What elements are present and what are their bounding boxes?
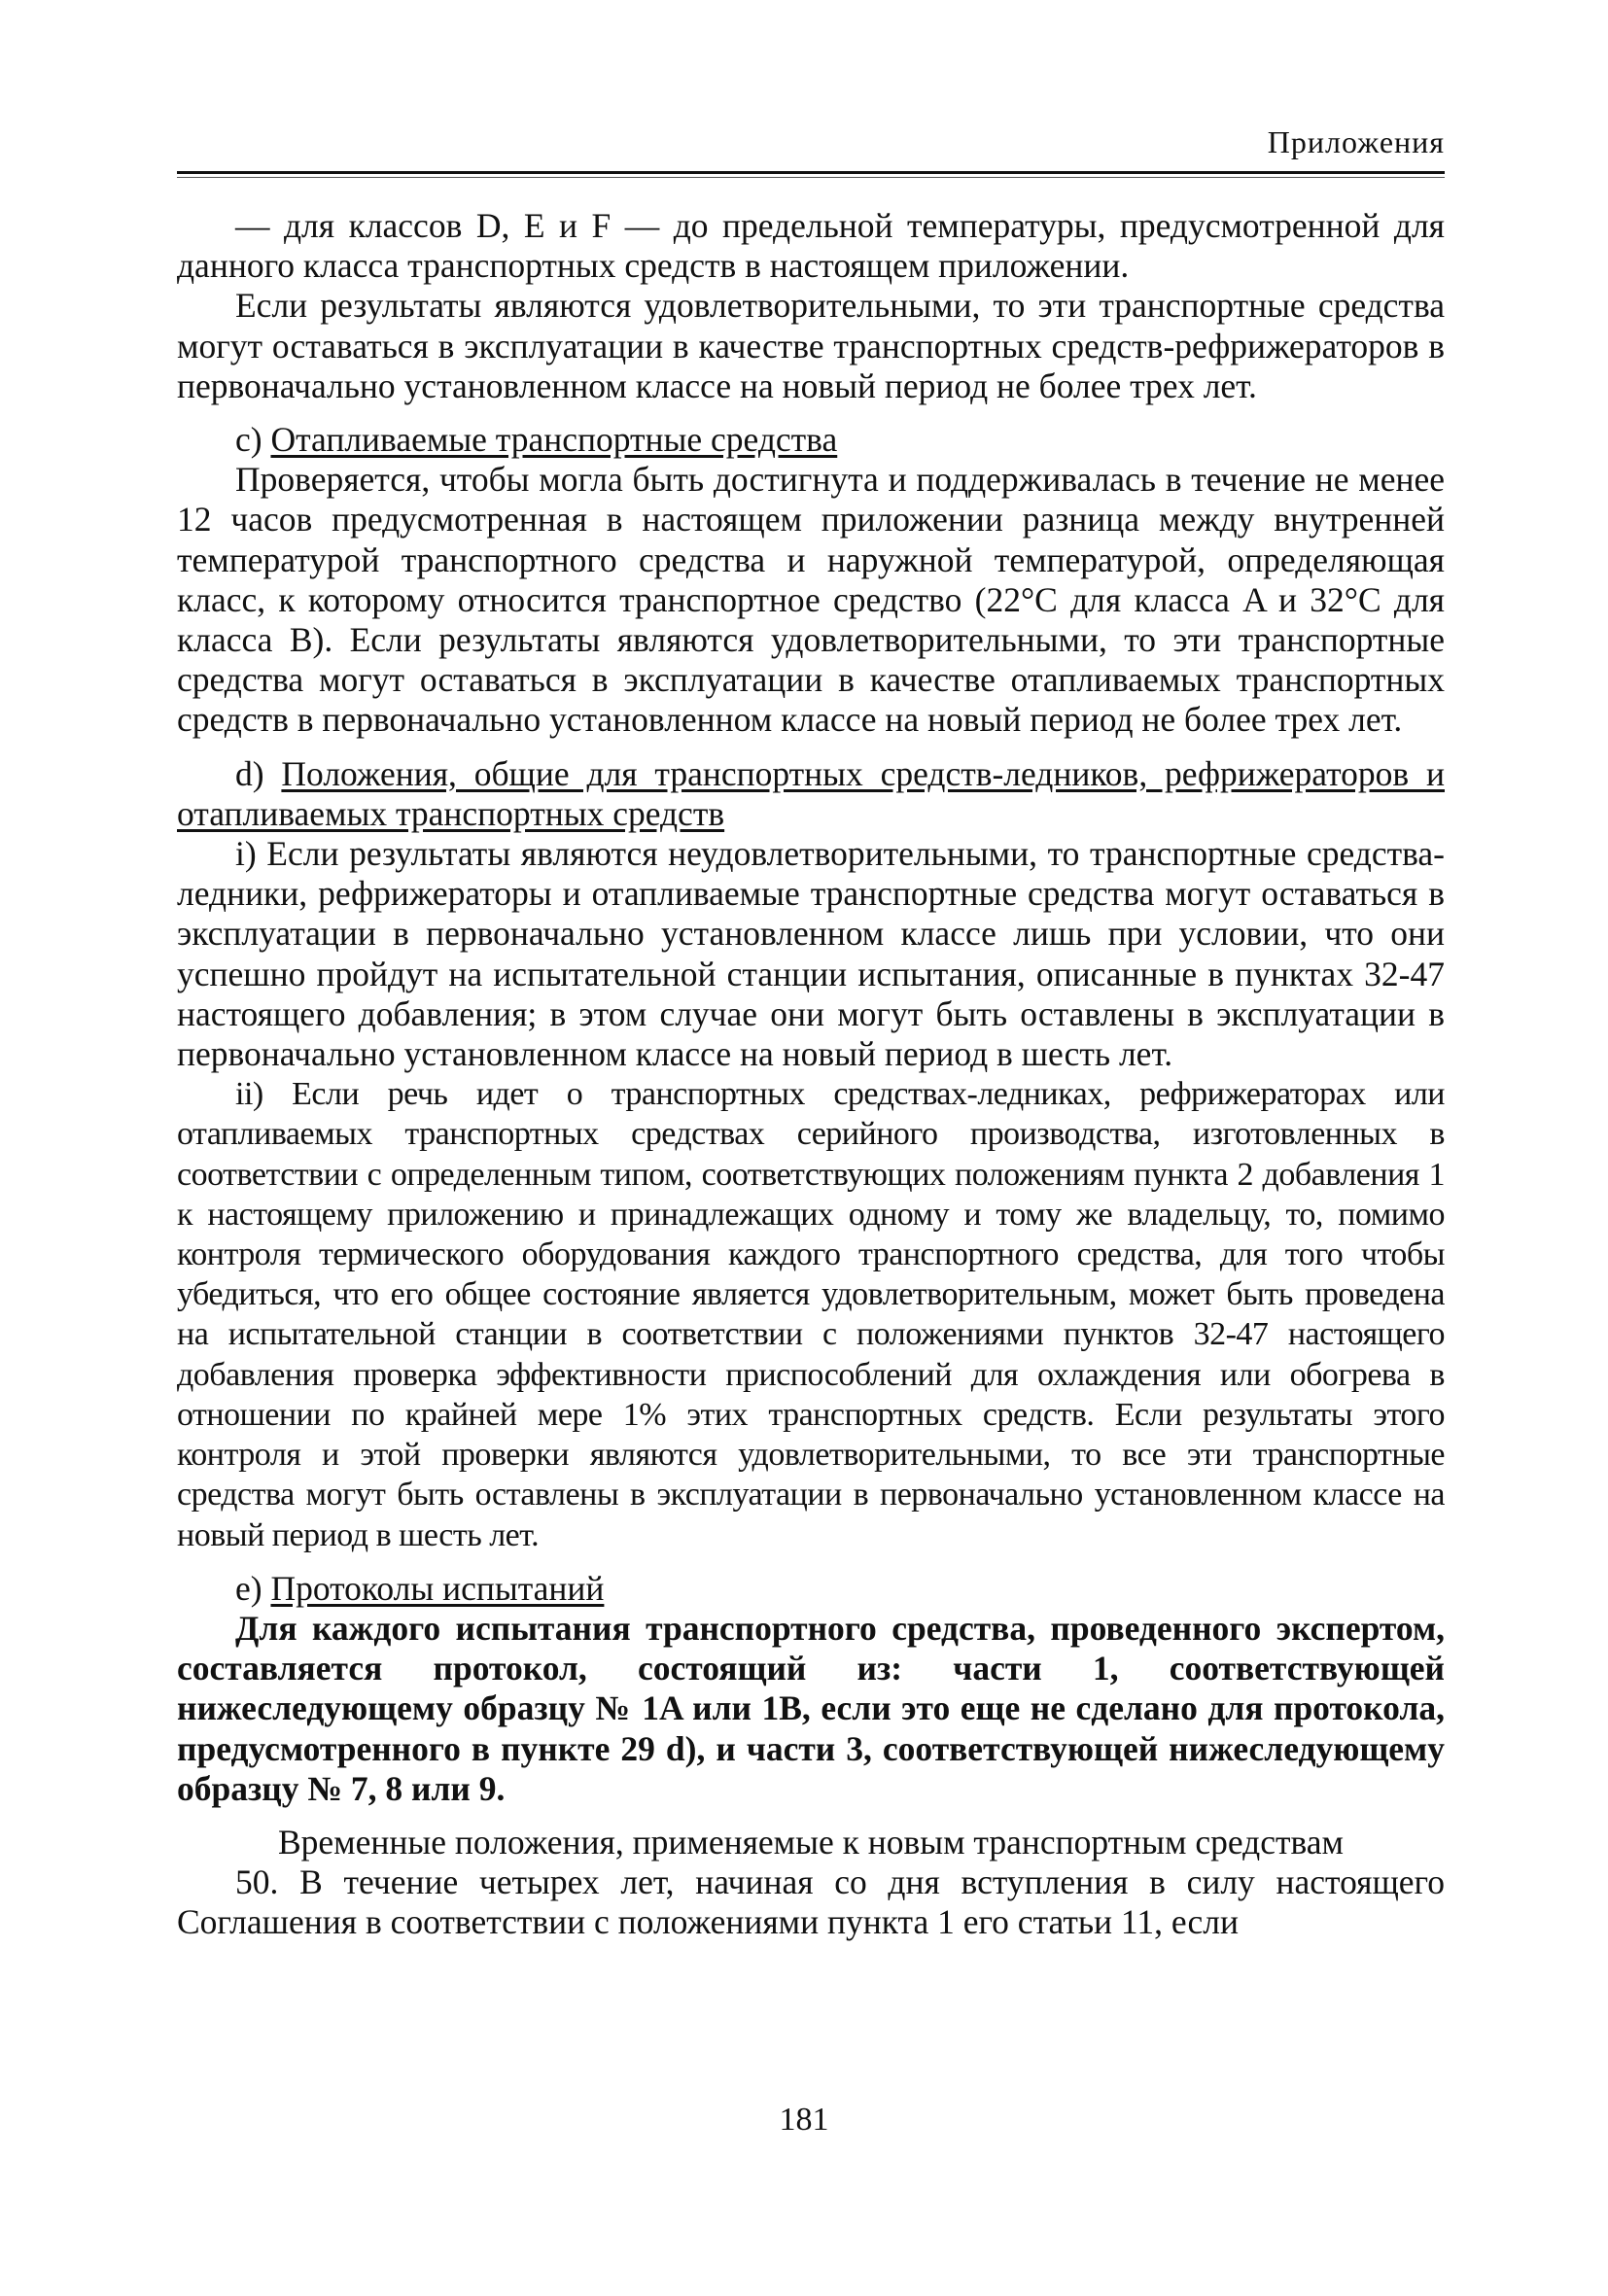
paragraph-classes-def: — для классов D, E и F — до предельной температуры, предусмотренной для данного класса транспортных средств в настоящем приложении. xyxy=(177,206,1445,286)
paragraph-heated-vehicles: Проверяется, чтобы могла быть достигнута и поддерживалась в течение не менее 12 часов предусмотренная в настоящем приложении разница между внутренней температурой транспортного средства и наружной температурой, определяющая класс, к которому относится транспортное средство (22°C для класса A и 32°C для класса B). Если результаты являются удовлетворительными, то эти транспортные средства могут оставаться в эксплуатации в качестве отапливаемых транспортных средств в первоначально установленном классе на новый период не более трех лет. xyxy=(177,460,1445,740)
section-heading-transitional: Временные положения, применяемые к новым транспортным средствам xyxy=(277,1822,1345,1861)
paragraph-refrigerator-result: Если результаты являются удовлетворительными, то эти транспортные средства могут оставаться в эксплуатации в качестве транспортных средств-рефрижераторов в первоначально установленном классе на новый период не более трех лет. xyxy=(177,286,1445,405)
subsection-c-title: Отапливаемые транспортные средства xyxy=(270,420,838,460)
subsection-e-title: Протоколы испытаний xyxy=(270,1568,605,1608)
subsection-e-heading xyxy=(177,1569,1445,1609)
header-rule-thin xyxy=(177,177,1445,178)
paragraph-50: 50. В течение четырех лет, начиная со дня вступления в силу настоящего Соглашения в соответствии с положениями пункта 1 его статьи 11, если xyxy=(177,1862,1445,1942)
running-header: Приложения xyxy=(1267,124,1445,159)
header-rule xyxy=(177,171,1445,174)
subsection-c-label: c) xyxy=(235,420,262,460)
subsection-d-heading xyxy=(177,754,1445,834)
subsection-c-heading xyxy=(177,420,1445,460)
paragraph-d-ii: ii) Если речь идет о транспортных средствах-ледниках, рефрижераторах или отапливаемых транспортных средствах серийного производства, изготовленных в соответствии с определенным типом, соответствующих положениям пункта 2 добавления 1 к настоящему приложению и принадлежащих одному и тому же владельцу, то, помимо контроля термического оборудования каждого транспортного средства, для того чтобы убедиться, что его общее состояние является удовлетворительным, может быть проведена на испытательной станции в соответствии с положениями пунктов 32-47 настоящего добавления проверка эффективности приспособлений для охлаждения или обогрева в отношении по крайней мере 1% этих транспортных средств. Если результаты этого контроля и этой проверки являются удовлетворительными, то все эти транспортные средства могут быть оставлены в эксплуатации в первоначально установленном классе на новый период в шесть лет. xyxy=(177,1076,1445,1553)
subsection-e-label: e) xyxy=(235,1568,262,1608)
subsection-d-title: Положения, общие для транспортных средств-ледников, рефрижераторов и отапливаемых транспортных средств xyxy=(177,753,1445,833)
paragraph-d-i: i) Если результаты являются неудовлетворительными, то транспортные средства-ледники, рефрижераторы и отапливаемые транспортные средства могут оставаться в эксплуатации в первоначально установленном классе лишь при условии, что они успешно пройдут на испытательной станции испытания, описанные в пунктах 32-47 настоящего добавления; в этом случае они могут быть оставлены в эксплуатации в первоначально установленном классе на новый период в шесть лет. xyxy=(177,834,1445,1074)
page-number: 181 xyxy=(779,2102,829,2138)
subsection-d-label: d) xyxy=(235,753,264,793)
page-body xyxy=(177,206,1445,1943)
paragraph-test-reports: Для каждого испытания транспортного средства, проведенного экспертом, составляется протокол, состоящий из: части 1, соответствующей нижеследующему образцу № 1A или 1B, если это еще не сделано для протокола, предусмотренного в пункте 29 d), и части 3, соответствующей нижеследующему образцу № 7, 8 или 9. xyxy=(177,1608,1445,1808)
